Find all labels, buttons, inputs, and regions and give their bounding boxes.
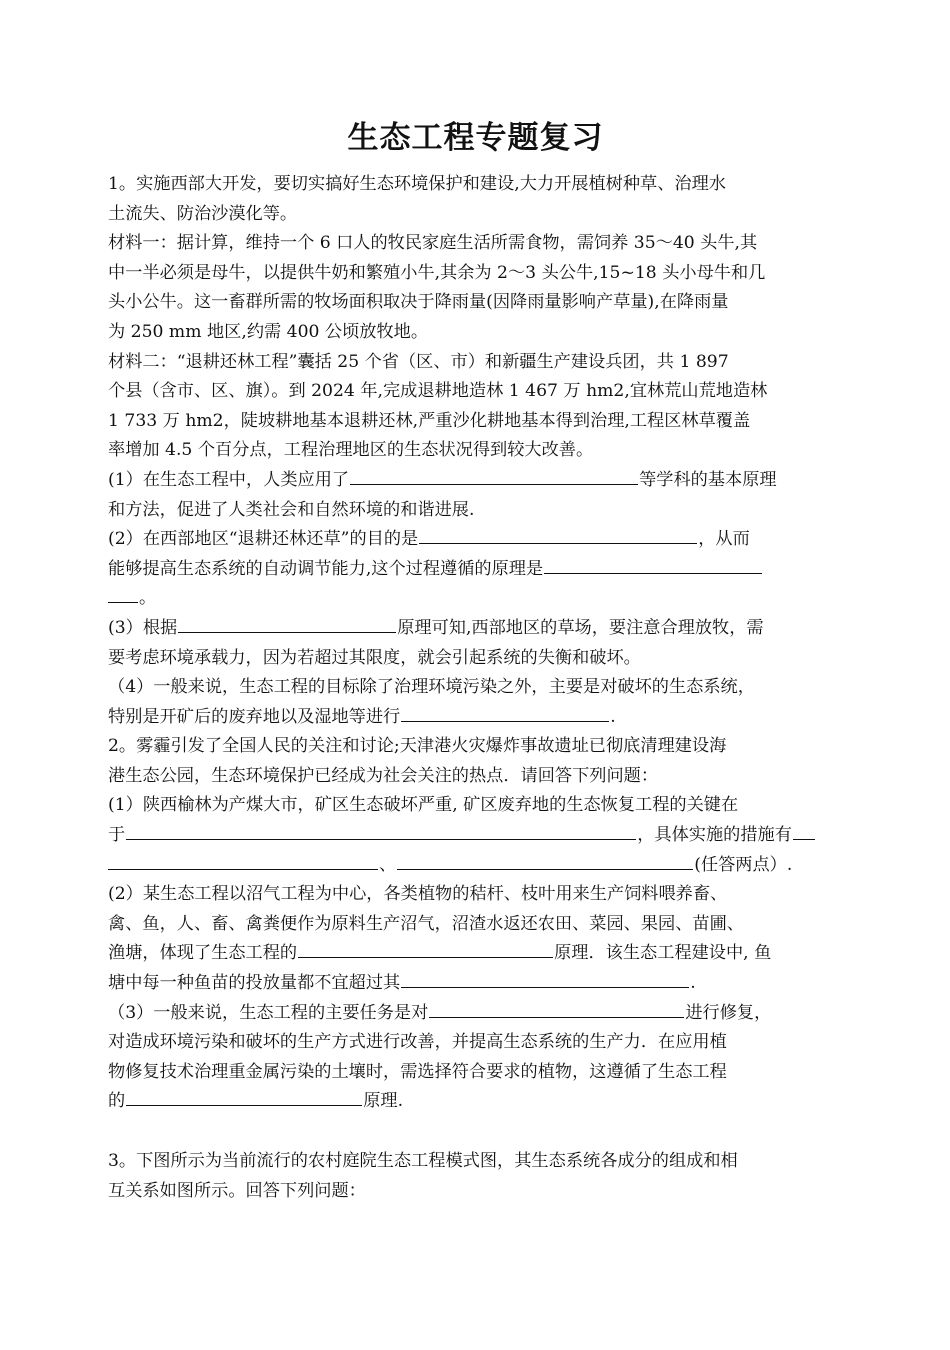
q2-sub-2-answer-blank-1[interactable]	[298, 940, 553, 958]
q2-sub-3-answer-blank-1[interactable]	[429, 1000, 684, 1018]
q2-sub-1-text-e: (任答两点）.	[694, 854, 793, 875]
q1-sub-2-text-a: (2）在西部地区“退耕还林还草”的目的是	[108, 529, 419, 550]
q2-sub-2-text-d: 原理．该生态工程建设中, 鱼	[554, 943, 772, 964]
q1-sub-2-line-1	[108, 525, 843, 555]
q1-sub-2-text-c: 能够提高生态系统的自动调节能力,这个过程遵循的原理是	[108, 558, 544, 579]
q2-sub-1-text-b: 于	[108, 825, 126, 846]
q2-sub-3-line-4	[108, 1087, 843, 1117]
q1-sub-1-text-a: (1）在生态工程中，人类应用了	[108, 469, 350, 490]
q2-sub-1-text-c: ，具体实施的措施有	[637, 825, 792, 846]
q2-sub-3-text-f: 原理.	[363, 1091, 404, 1112]
material-2-line-2: 个县（含市、区、旗）。到 2024 年,完成退耕地造林 1 467 万 hm2,宜林荒山荒地造林	[108, 381, 768, 402]
q2-sub-3-line-2: 对造成环境污染和破坏的生产方式进行改善，并提高生态系统的生产力．在应用植	[108, 1032, 727, 1053]
q1-sub-2-line-2	[108, 555, 843, 585]
material-1-line-3: 头小公牛。这一畜群所需的牧场面积取决于降雨量(因降雨量影响产草量),在降雨量	[108, 292, 729, 313]
q2-sub-1-answer-blank-2-cont[interactable]	[108, 852, 378, 870]
q2-sub-2-text-f: .	[690, 973, 696, 994]
q2-sub-2-text-e: 塘中每一种鱼苗的投放量都不宜超过其	[108, 973, 401, 994]
q2-sub-3-text-e: 的	[108, 1091, 126, 1112]
q1-sub-1-line-2: 和方法，促进了人类社会和自然环境的和谐进展.	[108, 499, 475, 520]
q1-sub-2-line-3	[108, 584, 843, 614]
q2-sub-3-text-a: （3）一般来说，生态工程的主要任务是对	[108, 1002, 429, 1023]
material-1-line-4: 为 250 mm 地区,约需 400 公顷放牧地。	[108, 321, 429, 342]
q1-sub-3-text-a: (3）根据	[108, 617, 178, 638]
material-1-line-1: 材料一：据计算，维持一个 6 口人的牧民家庭生活所需食物，需饲养 35～40 头牛,其	[108, 233, 758, 254]
q1-intro-line-1: 1。实施西部大开发，要切实搞好生态环境保护和建设,大力开展植树种草、治理水	[108, 174, 726, 194]
question-1	[108, 170, 843, 732]
q1-sub-4-text-b: 特别是开矿后的废弃地以及湿地等进行	[108, 706, 401, 727]
q1-sub-3-answer-blank[interactable]	[178, 615, 396, 633]
q2-sub-3-line-3: 物修复技术治理重金属污染的土壤时，需选择符合要求的植物，这遵循了生态工程	[108, 1061, 727, 1082]
q2-intro-line-2: 港生态公园，生态环境保护已经成为社会关注的热点．请回答下列问题：	[108, 765, 659, 786]
q2-sub-3-line-1	[108, 999, 843, 1029]
question-2	[108, 732, 843, 1117]
q3-intro-line-1: 3。下图所示为当前流行的农村庭院生态工程模式图，其生态系统各成分的组成和相	[108, 1151, 738, 1171]
q2-sub-2-text-c: 渔塘，体现了生态工程的	[108, 943, 298, 964]
q1-sub-2-text-b: ，从而	[698, 529, 750, 550]
q1-sub-4-line-1: （4）一般来说，生态工程的目标除了治理环境污染之外，主要是对破坏的生态系统，	[108, 677, 755, 698]
document-title: 生态工程专题复习	[347, 120, 604, 156]
q1-sub-3-line-2: 要考虑环境承载力，因为若超过其限度，就会引起系统的失衡和破坏。	[108, 647, 641, 668]
q2-intro-line-1: 2。雾霾引发了全国人民的关注和讨论;天津港火灾爆炸事故遗址已彻底清理建设海	[108, 736, 727, 757]
q2-sub-2-answer-blank-2[interactable]	[401, 970, 689, 988]
q1-sub-2-text-d: 。	[139, 588, 157, 609]
q1-sub-4-text-c: .	[610, 706, 616, 727]
question-3	[108, 1147, 843, 1206]
q2-sub-1-line-3	[108, 851, 843, 881]
q2-sub-2-line-3	[108, 939, 843, 969]
q1-sub-2-answer-blank-2-cont[interactable]	[108, 585, 138, 603]
material-1-line-2: 中一半必须是母牛，以提供牛奶和繁殖小牛,其余为 2～3 头公牛,15~18 头小母牛和几	[108, 262, 766, 283]
q2-sub-2-line-4	[108, 969, 843, 999]
q2-sub-1-answer-blank-3[interactable]	[397, 852, 693, 870]
q1-sub-2-answer-blank-1[interactable]	[419, 526, 697, 544]
section-gap	[108, 1117, 843, 1147]
q2-sub-1-text-d: 、	[379, 854, 397, 875]
q2-sub-1-line-2	[108, 821, 843, 851]
q2-sub-1-answer-blank-2[interactable]	[793, 822, 815, 840]
q2-sub-1-answer-blank-1[interactable]	[126, 822, 636, 840]
q1-sub-2-answer-blank-2[interactable]	[544, 556, 762, 574]
q1-sub-3-line-1	[108, 614, 843, 644]
q2-sub-3-answer-blank-2[interactable]	[126, 1088, 362, 1106]
material-2-line-1: 材料二：“退耕还林工程”囊括 25 个省（区、市）和新疆生产建设兵团，共 1 897	[108, 351, 729, 372]
q1-sub-1-text-b: 等学科的基本原理	[639, 469, 777, 490]
document-page	[108, 112, 843, 1206]
q1-sub-1-line-1	[108, 466, 843, 496]
q1-sub-4-answer-blank[interactable]	[401, 704, 609, 722]
material-2-line-4: 率增加 4.5 个百分点，工程治理地区的生态状况得到较大改善。	[108, 440, 594, 461]
q1-intro-line-2: 土流失、防治沙漠化等。	[108, 203, 298, 224]
q1-sub-1-answer-blank[interactable]	[350, 467, 638, 485]
q2-sub-2-line-2: 禽、鱼，人、畜、禽粪便作为原料生产沼气，沼渣水返还农田、菜园、果园、苗圃、	[108, 913, 744, 934]
q2-sub-2-line-1: (2）某生态工程以沼气工程为中心，各类植物的秸杆、枝叶用来生产饲料喂养畜、	[108, 884, 728, 905]
q3-intro-line-2: 互关系如图所示。回答下列问题：	[108, 1180, 366, 1201]
q1-sub-3-text-b: 原理可知,西部地区的草场，要注意合理放牧，需	[397, 617, 764, 638]
q2-sub-1-line-1: (1）陕西榆林为产煤大市，矿区生态破坏严重, 矿区废弃地的生态恢复工程的关键在	[108, 795, 739, 816]
q2-sub-3-text-b: 进行修复，	[685, 1002, 772, 1023]
q1-sub-4-line-2	[108, 703, 843, 733]
material-2-line-3: 1 733 万 hm2，陡坡耕地基本退耕还林,严重沙化耕地基本得到治理,工程区林草覆盖	[108, 410, 751, 431]
